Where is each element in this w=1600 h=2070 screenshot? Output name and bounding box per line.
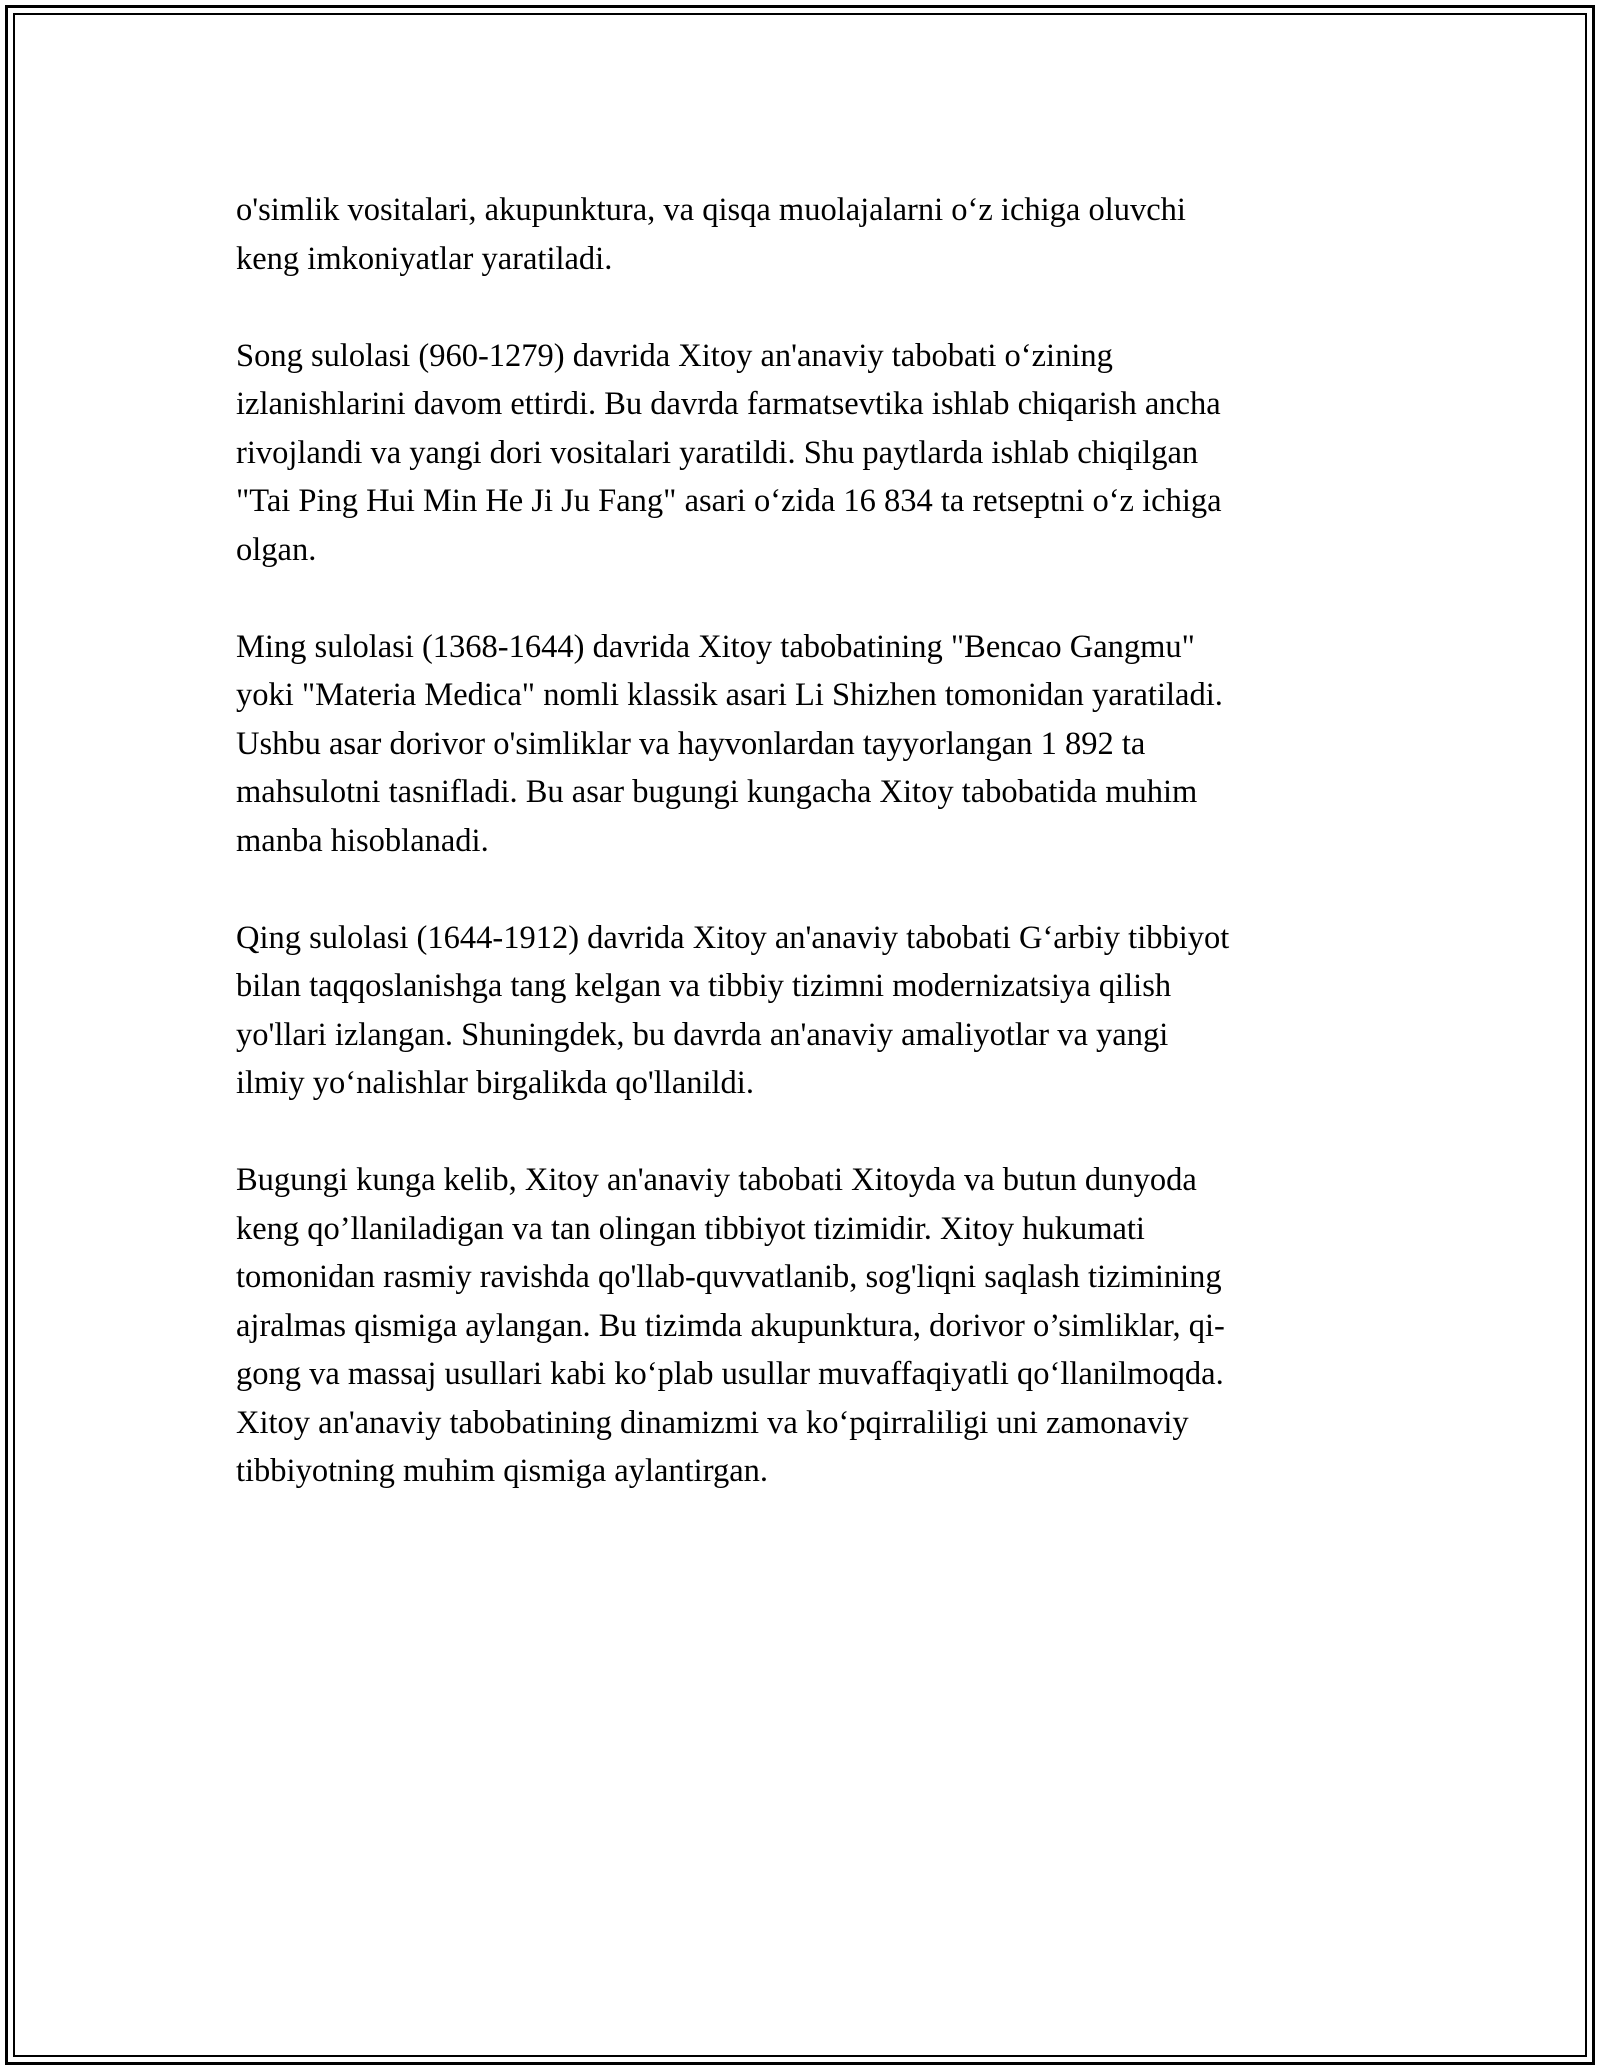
paragraph-ming-dynasty: Ming sulolasi (1368-1644) davrida Xitoy tabobatining "Bencao Gangmu" yoki "Materia Medica" nomli klassik asari Li Shizhen tomonidan yaratiladi. Ushbu asar dorivor o'simliklar va hayvonlardan tayyorlangan 1 892 ta mahsulotni tasnifladi. Bu asar bugungi kungacha Xitoy tabobatida muhim manba hisoblanadi. [236, 628, 1223, 859]
document-body [236, 186, 1366, 1544]
paragraph-herbal-intro: o'simlik vositalari, akupunktura, va qisqa muolajalarni o‘z ichiga oluvchi keng imkoniyatlar yaratiladi. [236, 192, 1186, 277]
paragraph-song-dynasty: Song sulolasi (960-1279) davrida Xitoy an'anaviy tabobati o‘zining izlanishlarini davom ettirdi. Bu davrda farmatsevtika ishlab chiqarish ancha rivojlandi va yangi dori vositalari yaratildi. Shu paytlarda ishlab chiqilgan "Tai Ping Hui Min He Ji Ju Fang" asari o‘zida 16 834 ta retseptni o‘z ichiga olgan. [236, 337, 1222, 568]
paragraph-modern-day: Bugungi kunga kelib, Xitoy an'anaviy tabobati Xitoyda va butun dunyoda keng qo’llaniladigan va tan olingan tibbiyot tizimidir. Xitoy hukumati tomonidan rasmiy ravishda qo'llab-quvvatlanib, sog'liqni saqlash tizimining ajralmas qismiga aylangan. Bu tizimda akupunktura, dorivor o’simliklar, qi- gong va massaj usullari kabi ko‘plab usullar muvaffaqiyatli qo‘llanilmoqda. Xitoy an'anaviy tabobatining dinamizmi va ko‘pqirraliligi uni zamonaviy tibbiyotning muhim qismiga aylantirgan. [236, 1162, 1225, 1489]
paragraph-qing-dynasty: Qing sulolasi (1644-1912) davrida Xitoy an'anaviy tabobati G‘arbiy tibbiyot bilan taqqoslanishga tang kelgan va tibbiy tizimni modernizatsiya qilish yo'llari izlangan. Shuningdek, bu davrda an'anaviy amaliyotlar va yangi ilmiy yo‘nalishlar birgalikda qo'llanildi. [236, 919, 1230, 1101]
